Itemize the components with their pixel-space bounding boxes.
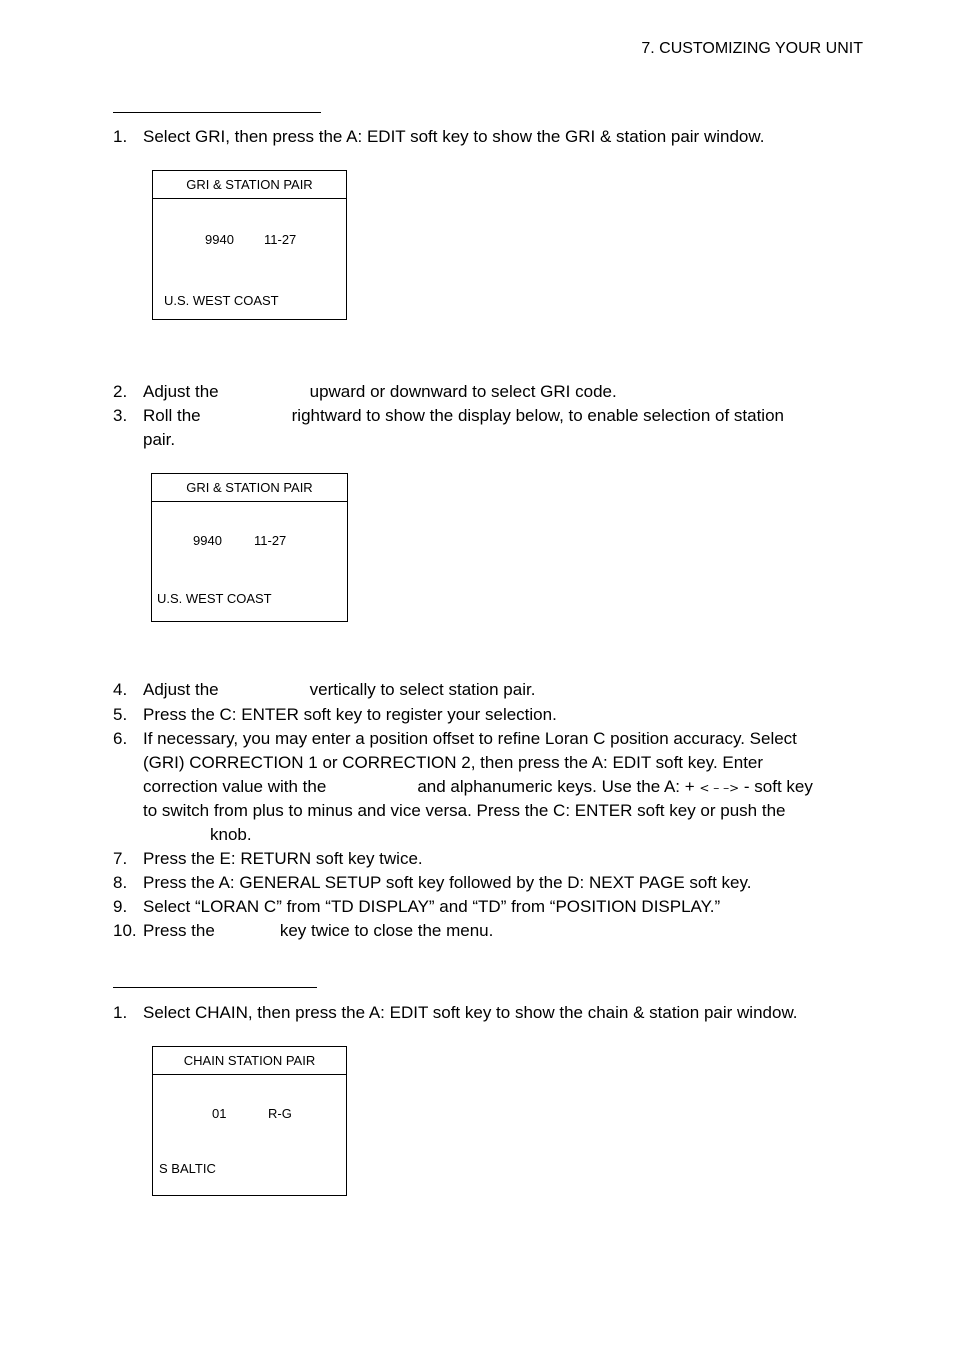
step-number: 10.	[113, 921, 137, 940]
section-rule-gri	[113, 112, 321, 113]
station-pair-value: 11-27	[264, 232, 297, 247]
chain-station-pair-window	[152, 1046, 347, 1196]
step-text: Select CHAIN, then press the A: EDIT soft key to show the chain & station pair window.	[143, 1003, 798, 1022]
station-pair-value: 11-27	[254, 533, 287, 548]
step-number: 1.	[113, 1003, 128, 1022]
step-text: to switch from plus to minus and vice versa. Press the C: ENTER soft key or push the	[143, 801, 786, 820]
step-number: 1.	[113, 127, 128, 146]
chain-code-value: 01	[212, 1106, 227, 1121]
gri-station-pair-window	[152, 170, 347, 320]
step-number: 3.	[113, 406, 128, 425]
step-text: Press the key twice to close the menu.	[143, 921, 494, 940]
step-text: Press the A: GENERAL SETUP soft key followed by the D: NEXT PAGE soft key.	[143, 873, 752, 892]
step-text: If necessary, you may enter a position offset to refine Loran C position accuracy. Select	[143, 729, 797, 748]
step-text: Adjust the vertically to select station pair.	[143, 680, 536, 699]
step-text: Press the C: ENTER soft key to register your selection.	[143, 705, 557, 724]
gri-code-value: 9940	[193, 533, 222, 548]
step-text: Select “LORAN C” from “TD DISPLAY” and “TD” from “POSITION DISPLAY.”	[143, 897, 721, 916]
chain-region-label: S BALTIC	[159, 1161, 216, 1176]
chain-region-label: U.S. WEST COAST	[157, 591, 272, 606]
step-number: 9.	[113, 897, 128, 916]
window-title: GRI & STATION PAIR	[153, 171, 346, 199]
station-pair-value: R-G	[268, 1106, 292, 1121]
step-number: 2.	[113, 382, 128, 401]
gri-station-pair-window-2	[151, 473, 348, 622]
step-text: correction value with the and alphanumeric keys. Use the A: + < – –> - soft key	[143, 777, 813, 796]
step-text: knob.	[210, 825, 252, 844]
step-text: Select GRI, then press the A: EDIT soft key to show the GRI & station pair window.	[143, 127, 765, 146]
step-text: Roll the rightward to show the display below, to enable selection of station	[143, 406, 784, 425]
window-title: GRI & STATION PAIR	[152, 474, 347, 502]
window-title: CHAIN STATION PAIR	[153, 1047, 346, 1075]
step-number: 4.	[113, 680, 128, 699]
section-rule-chain	[113, 987, 317, 988]
step-text: Adjust the upward or downward to select GRI code.	[143, 382, 617, 401]
chain-region-label: U.S. WEST COAST	[164, 293, 279, 308]
step-number: 7.	[113, 849, 128, 868]
page-header: 7. CUSTOMIZING YOUR UNIT	[641, 40, 863, 57]
step-number: 8.	[113, 873, 128, 892]
step-text: (GRI) CORRECTION 1 or CORRECTION 2, then press the A: EDIT soft key. Enter	[143, 753, 764, 772]
step-text: Press the E: RETURN soft key twice.	[143, 849, 423, 868]
gri-code-value: 9940	[205, 232, 234, 247]
step-number: 6.	[113, 729, 128, 748]
step-text: pair.	[143, 430, 176, 449]
step-number: 5.	[113, 705, 128, 724]
